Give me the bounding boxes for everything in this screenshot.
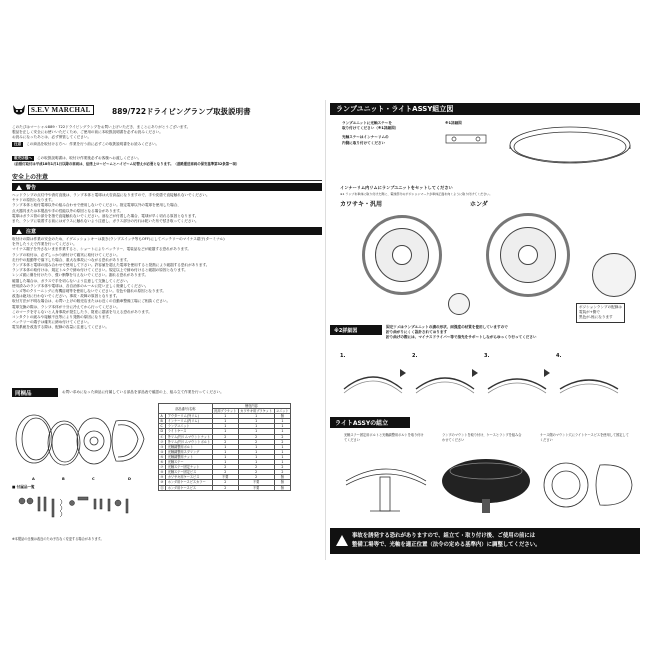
list-item: 電気系統を改造する際は、配線の容量に注意してください。	[12, 325, 110, 330]
table-cell: ①	[159, 434, 166, 439]
table-cell: 不要	[238, 480, 274, 485]
step-figure	[412, 353, 478, 399]
light-assy-text-3: ケース側のマウント穴にライトケースビスを使用して固定してください	[540, 433, 629, 443]
light-assy-title: ライトASSYの組立	[335, 420, 389, 427]
table-cell: 1	[212, 424, 238, 429]
table-cell: アウターリム(外リム)	[166, 414, 212, 419]
list-item: バッテリーの端子は確実に締め付けてください。	[12, 320, 92, 325]
intro-line: お読みになったあとは、必ず保管してください。	[12, 135, 92, 140]
list-item: また、ランプに装着する前にはガラスに触れないよう注意し、ガラス部分の汚れは乾いた布で拭き取ってください。	[12, 219, 199, 224]
notice-text: この商品を取付ける方へ：作業を行う前に必ずこの取扱説明書をお読みください。	[26, 142, 160, 146]
table-header-col: カワサキ用ブラケット	[240, 409, 273, 414]
list-item: ヘッドランプの点灯中や消灯直後は、ランプ本体と電球は大変高温になりますので、手や皮膚で直接触れないでください。	[12, 193, 210, 197]
table-cell: 1	[274, 429, 291, 434]
steps-row	[340, 353, 640, 399]
caution-list	[12, 237, 312, 331]
parts-note: お買い求めになった商品に付属している部品を部品表で確認の上、組み立て作業を行ってください。	[62, 390, 224, 394]
inner-rim-note: ※1 ランプを車体に取り付けた際に、電球部分のポジションマークが車体正面を向くように取り付けてください。	[340, 192, 493, 196]
table-cell: B	[159, 419, 166, 424]
light-assy-text-1: 光軸ステー固定用ボルトと光軸調整用ボルトを取り付けてください	[344, 433, 424, 443]
table-cell: 1	[212, 454, 238, 459]
table-cell: 2	[238, 475, 274, 480]
caution-bar	[12, 227, 322, 235]
list-item: 使用済みのランプ本体や電球は、各自治体のルールに従い正しく廃棄してください。	[12, 283, 149, 288]
list-item: マイナス端子を外さないまま作業すると、ショートによりバッテリー、電装品などが破損する恐れがあります。	[12, 247, 191, 252]
table-cell: 1	[274, 419, 291, 424]
table-cell: 1	[238, 414, 274, 419]
assy-drawing-1	[340, 451, 432, 521]
left-page	[12, 103, 322, 555]
detail-zoom-circle	[592, 253, 636, 297]
table-header-col: 汎用ブラケット	[214, 409, 237, 414]
step-figure	[556, 353, 622, 399]
step1-line: 光軸ステーはインナーリムの	[342, 135, 389, 140]
detail2-label: ※2詳細図	[334, 327, 358, 334]
detail-zoom-circle	[448, 293, 470, 315]
table-cell: 外リム/内リムマウントナット	[166, 434, 212, 439]
list-item: 改造は絶対に行わないでください。事故・故障の原因となります。	[12, 294, 120, 299]
detail2-line: 折り曲がりにくく設計されております	[386, 330, 448, 335]
notice-label: 注意	[14, 142, 22, 146]
bottom-warning-line: 整備工場等で、光軸を適正位置（法令の定める基準内）に調整してください。	[352, 542, 541, 548]
list-item: このマークを守らないと人身事故が発生したり、財産に損害を与える恐れがあります。	[12, 309, 152, 314]
table-cell: 1	[212, 429, 238, 434]
step1-line: ランプユニットに光軸ステーを	[342, 121, 392, 125]
notice-row	[12, 142, 159, 147]
page-title: 889/722ドライビングランプ取扱説明書	[112, 107, 251, 116]
request-label: 販売店様へ	[14, 156, 32, 160]
list-item: ランプ本体と取付電球以外の組み合わせで使用しないでください。指定電球以外の電球を使用した場合、	[12, 203, 181, 208]
warning-label: 警告	[26, 184, 37, 191]
ring-drawing	[500, 119, 640, 169]
table-header-group: 梱包内容	[212, 404, 291, 409]
parts-drawing	[12, 403, 152, 475]
step1-line: 内側に取り付けてください	[342, 140, 386, 145]
request-text: この取扱説明書は、取付け作業後必ずお客様へお渡しください。	[36, 156, 142, 160]
assy-drawing-3	[538, 453, 638, 517]
list-item: 電球交換の際は、ランプ本体が十分に冷えてから行ってください。	[12, 304, 120, 309]
step-number: 3.	[484, 353, 490, 359]
table-cell: 無	[274, 485, 291, 490]
bottom-warning-icon	[336, 535, 348, 546]
table-cell: C	[159, 424, 166, 429]
part-letter-c: C	[92, 477, 95, 481]
table-cell: ホンダ用ケースビス	[166, 485, 212, 490]
step-number: 2.	[412, 353, 418, 359]
intro-line: このたびはマーシャル889・722ドライビングランプをお買い上げいただき、まことにありがとうございます。	[12, 125, 191, 129]
request-row	[12, 156, 141, 161]
table-cell: 2	[212, 470, 238, 475]
list-item: 電球はガラス管の部分を指で直接触れないでください。油などが付着した場合、電球が早く切れる原因となります。	[12, 213, 199, 218]
table-cell: 無	[274, 414, 291, 419]
table-cell: 1	[238, 454, 274, 459]
light-assy-text-2: ランプのマウントを取り付け、ケースとランプを組み合わせてください	[442, 433, 522, 443]
assembly-title: ランプユニット・ライトASSY組立図	[336, 105, 454, 113]
parts-table-body	[159, 414, 291, 490]
table-cell: 1	[238, 460, 274, 465]
table-cell: 2	[274, 434, 291, 439]
step-number: 4.	[556, 353, 562, 359]
table-cell: 2	[212, 480, 238, 485]
table-cell: 1	[238, 419, 274, 424]
part-letter-d: D	[128, 477, 131, 481]
warning-icon	[16, 185, 22, 190]
table-cell: 外リム/内リムマウントボルト	[167, 439, 211, 444]
parts-bar	[12, 388, 58, 397]
table-cell: ④	[159, 449, 166, 454]
kawasaki-label: カワサキ・汎用	[340, 201, 383, 208]
table-cell: ⑩	[159, 480, 166, 485]
law-note: （前照灯取付は平成18年1月1日以降の車両は、法律上ロービームとハイビーム切替えが必要となります。（道路運送車両の保安基準第32条第一項）	[12, 162, 240, 166]
warning-list	[12, 193, 312, 224]
position-line: 電装が+側で	[579, 310, 600, 315]
assy-drawing-2	[436, 453, 536, 517]
table-cell: ホンダ用ケースビスカラー	[166, 480, 212, 485]
table-cell: ⑪	[160, 485, 164, 490]
table-cell: 2	[274, 465, 291, 470]
list-item: 走行中の振動等で落下した場合、重大な事故につながる恐れがあります。	[12, 257, 131, 262]
part-letter-a: A	[32, 477, 35, 481]
table-cell: 無	[274, 475, 291, 480]
step-drawing	[484, 359, 550, 397]
step-drawing	[340, 359, 406, 397]
list-item: レンズ等のクリーニングに有機溶剤等を使用しないでください。変色や割れの原因となります。	[12, 289, 166, 294]
table-cell: 1	[212, 460, 238, 465]
table-cell: 1	[212, 444, 238, 449]
table-cell: 1	[238, 429, 274, 434]
table-cell: 1	[238, 424, 274, 429]
bottom-warning-line: 事故を誘発する恐れがありますので、組立て・取り付け後、ご使用の前には	[352, 533, 536, 539]
step1-text	[342, 121, 398, 146]
right-page	[330, 103, 640, 555]
position-note	[576, 303, 625, 323]
lamp-honda-bulb	[518, 245, 538, 265]
light-assy-bar	[330, 417, 410, 428]
table-cell: カワサキ用ケースビス	[166, 475, 212, 480]
table-header-col: ユニット	[276, 409, 289, 414]
table-cell: A	[159, 414, 166, 419]
table-row	[159, 485, 291, 490]
table-cell: ⑤	[159, 454, 166, 459]
table-cell: 1	[274, 444, 291, 449]
safety-rule	[12, 180, 322, 181]
table-cell: 2	[274, 470, 291, 475]
parts-list-label: ■ 付属品一覧	[12, 485, 35, 489]
table-cell: 2	[212, 485, 238, 490]
parts-table-wrap	[158, 403, 291, 491]
list-item: 取付方法が不明な場合は、お買い上げの販売店またはお近くの自動車整備工場にご相談ください。	[12, 299, 171, 304]
brand-name: S.E.V MARCHAL	[28, 105, 94, 115]
table-cell: 不要	[238, 485, 274, 490]
table-cell: ライトケース	[166, 429, 212, 434]
table-cell: 2	[238, 434, 274, 439]
table-cell: 光軸調整用ボルト	[166, 444, 212, 449]
table-cell: D	[159, 429, 166, 434]
cat-icon	[12, 104, 26, 116]
list-item: ランプ本体と電球の組み合わせで使用して下さい。許容値を超えた電球を使用すると発熱により破損する恐れがあります。	[12, 263, 210, 268]
parts-table	[158, 403, 291, 491]
table-cell: 光軸ステー	[166, 460, 212, 465]
bottom-note: ※本製品の仕様は改良のため予告なく変更する場合があります。	[12, 537, 104, 541]
table-cell: 1	[238, 449, 274, 454]
list-item: ヤケドの原因となります。	[12, 198, 55, 203]
table-cell: 2	[212, 434, 238, 439]
safety-title: 安全上の注意	[12, 174, 49, 181]
table-cell: 無	[274, 480, 291, 485]
list-item: レンズ面に傷を付けたり、強い衝撃を与えないでください。割れる恐れがあります。	[12, 273, 149, 278]
page-divider	[325, 100, 326, 560]
warning-bar	[12, 183, 322, 191]
list-item: コンタクトの緩みや接触不良等により発熱の原因になります。	[12, 315, 113, 320]
table-cell: 光軸ステー固定ナット	[166, 465, 212, 470]
table-cell: インナーリム(内リム)	[166, 419, 212, 424]
bottom-warning-bar	[330, 528, 640, 554]
detail1-drawing	[442, 131, 492, 153]
part-letter-b: B	[62, 477, 65, 481]
step-number: 1.	[340, 353, 346, 359]
brand-logo	[12, 103, 110, 117]
table-cell: 2	[238, 439, 274, 444]
table-cell: 光軸ステー固定ビス	[166, 470, 212, 475]
table-cell: 1	[212, 419, 238, 424]
table-cell: 不要	[212, 475, 238, 480]
parts-title: 同梱品	[15, 390, 32, 397]
step-drawing	[556, 359, 622, 397]
list-item: 点火器具または本製品や手の性能以外の原因となる場合があります。	[12, 208, 124, 213]
table-cell: ⑧	[159, 470, 166, 475]
intro-line: 製品を正しく安全にお使いいただくため、ご使用の前に本取扱説明書を必ずお読みください。	[12, 130, 163, 135]
list-item: を外したうえで作業を行ってください。	[12, 242, 77, 247]
table-cell: ②	[159, 439, 166, 444]
step1-line: 取り付けてください（※1詳細図）	[342, 126, 399, 131]
step-figure	[484, 353, 550, 399]
table-cell: 光軸調整用ナット	[166, 454, 212, 459]
table-cell: ③	[159, 444, 166, 449]
table-cell: 1	[274, 460, 291, 465]
table-cell: 2	[238, 465, 274, 470]
table-cell: 2	[212, 465, 238, 470]
table-cell: ⑨	[159, 475, 166, 480]
detail2-line: 折り曲げの際には、マイナスドライバー等で指先をサポートしながらゆっくり行ってください	[386, 335, 537, 340]
assembly-title-bar	[330, 103, 640, 115]
table-cell: 光軸調整用スプリング	[166, 449, 212, 454]
table-cell: ⑥	[159, 460, 166, 465]
caution-icon	[16, 229, 22, 234]
table-cell: 2	[238, 470, 274, 475]
detail2-text	[386, 325, 537, 341]
step-figure	[340, 353, 406, 399]
inner-rim-title: インナーリム内リムにランプユニットをセットしてください	[340, 185, 453, 190]
table-cell: ランプユニット	[166, 424, 212, 429]
hardware-drawing	[16, 493, 146, 533]
table-cell: ⑦	[159, 465, 166, 470]
table-cell: 1	[212, 414, 238, 419]
table-header-name: 部品番号/名称	[159, 404, 213, 414]
position-line: 黒色が-極になります	[579, 315, 613, 320]
table-cell: 2	[274, 439, 291, 444]
detail2-bar	[330, 325, 382, 335]
lamp-kawasaki-bulb	[392, 245, 412, 265]
step-drawing	[412, 359, 478, 397]
detail2-line: 固定ツメはランプユニットの溝の形状、面強度の材質を使用していますので	[386, 325, 508, 329]
table-cell: 1	[238, 444, 274, 449]
list-item: 取付けの際は作業の安全のため、イグニッションキーは抜き(ランプスイッチ等もOFF)にしてバッテリーのマイナス端子(ターミナル)	[12, 237, 225, 241]
honda-label: ホンダ	[470, 201, 488, 208]
list-item: 破損した場合は、ガラスで手を切らないよう注意して交換してください。	[12, 278, 131, 283]
detail1-label: ※1詳細図	[445, 121, 462, 125]
intro-text	[12, 125, 302, 141]
caution-label: 注意	[26, 228, 37, 235]
position-line: ポジションランプの配線は	[579, 305, 622, 309]
table-cell: 1	[274, 449, 291, 454]
list-item: ランプ本体の取付けは、規定トルクで締め付けてください。規定以上で締め付けると破損の原因となります。	[12, 268, 188, 273]
table-cell: 2	[212, 439, 238, 444]
table-cell: 1	[274, 424, 291, 429]
table-cell: 1	[212, 449, 238, 454]
table-cell: 1	[274, 454, 291, 459]
list-item: ランプの取付は、必ずしっかり締付けて確実に取付けてください。	[12, 252, 120, 257]
